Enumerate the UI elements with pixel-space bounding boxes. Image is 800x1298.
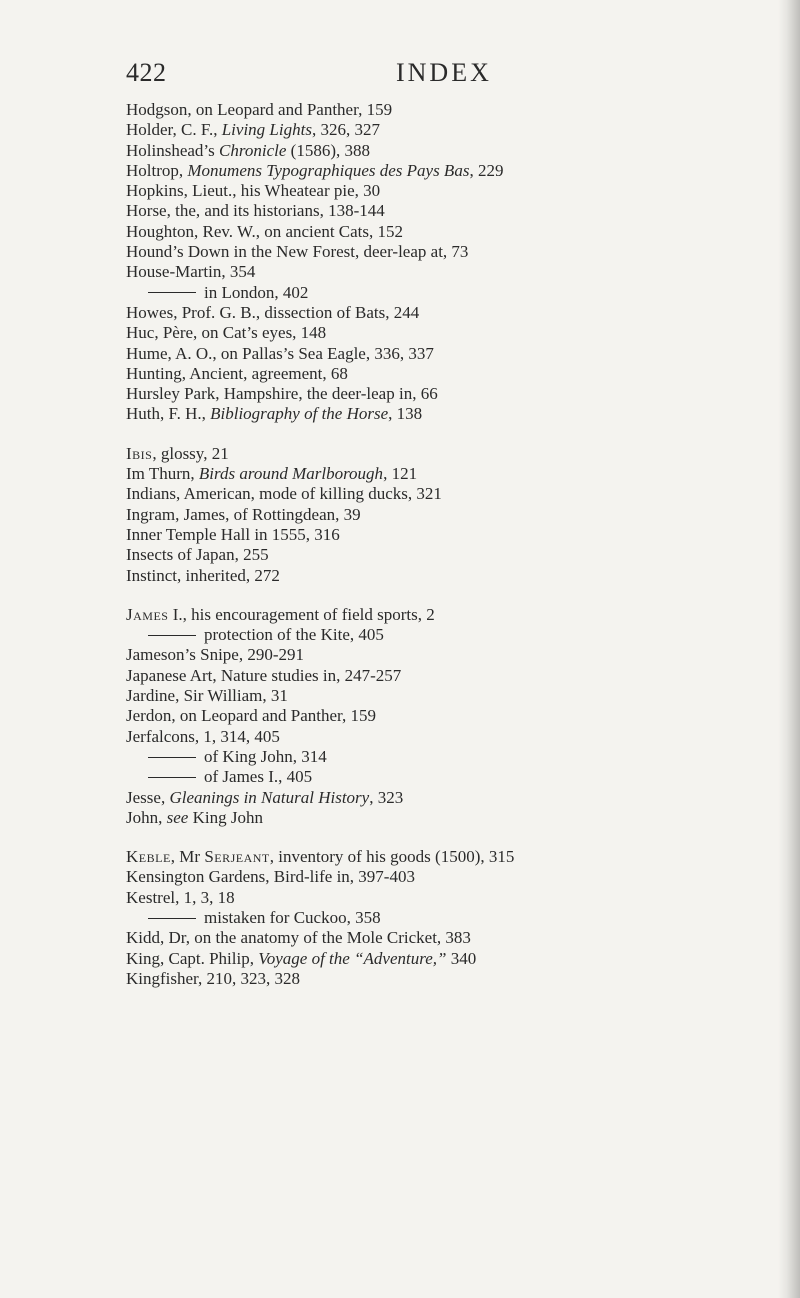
index-entry: [126, 505, 786, 525]
entry-text: King, Capt. Philip,: [126, 948, 259, 968]
index-entry: [126, 645, 786, 665]
index-entry: [126, 928, 786, 948]
index-entry: [126, 181, 786, 201]
entry-text: Hunting, Ancient, agreement, 68: [126, 363, 348, 383]
index-entry: [126, 605, 786, 625]
entry-text: Hodgson, on Leopard and Panther, 159: [126, 100, 393, 119]
entry-text: Houghton, Rev. W., on ancient Cats, 152: [126, 221, 404, 241]
index-entry: [126, 464, 786, 484]
entry-text: of King John, 314: [204, 746, 327, 766]
section-gap: [126, 425, 786, 444]
entry-text: Jerfalcons, 1, 314, 405: [126, 726, 280, 746]
entry-text: Hound’s Down in the New Forest, deer-leap at, 73: [126, 242, 469, 262]
entry-text: Jardine, Sir William, 31: [126, 686, 288, 706]
entry-text: mistaken for Cuckoo, 358: [204, 907, 381, 927]
entry-text: House-Martin, 354: [126, 262, 256, 282]
index-subentry: [126, 747, 786, 767]
index-entry: [126, 566, 786, 586]
entry-text: Japanese Art, Nature studies in, 247-257: [126, 665, 402, 685]
entry-text: Kidd, Dr, on the anatomy of the Mole Cricket, 383: [126, 928, 471, 948]
index-entry: [126, 120, 786, 140]
entry-text: , 326, 327: [311, 120, 380, 140]
entry-text: John,: [126, 807, 167, 827]
entry-text: Holder, C. F.,: [126, 120, 222, 140]
entry-text: Kensington Gardens, Bird-life in, 397-403: [126, 867, 415, 887]
index-subentry: [126, 908, 786, 928]
entry-text: Indians, American, mode of killing ducks, 321: [126, 484, 442, 504]
page-number: 422: [126, 58, 167, 87]
index-subentry: [126, 767, 786, 787]
entry-headword: Serjeant: [204, 847, 270, 867]
entry-text: Huth, F. H.,: [126, 404, 211, 424]
index-entry: [126, 788, 786, 808]
index-subentry: [126, 625, 786, 645]
index-entry: [126, 404, 786, 424]
index-subentry: [126, 283, 786, 303]
entry-text: Jerdon, on Leopard and Panther, 159: [126, 706, 377, 726]
index-entry: [126, 808, 786, 828]
entry-text: of James I., 405: [204, 767, 313, 787]
entry-headword: Keble: [126, 847, 171, 867]
entry-text: Insects of Japan, 255: [126, 545, 269, 565]
entry-text: Holinshead’s: [126, 140, 220, 160]
page-header: [126, 58, 666, 94]
entry-text: , 323: [369, 787, 404, 807]
entry-text: King John: [188, 807, 263, 827]
index-entry: [126, 969, 786, 989]
repeat-dash: [148, 292, 196, 293]
index-entry: [126, 222, 786, 242]
index-entry: [126, 384, 786, 404]
entry-text: Holtrop,: [126, 160, 188, 180]
index-entry: [126, 484, 786, 504]
entry-title-italic: Voyage of the “Adventure,”: [258, 948, 447, 968]
entry-text: , inventory of his goods (1500), 315: [269, 847, 515, 867]
entry-text: Im Thurn,: [126, 464, 199, 484]
index-entry: [126, 303, 786, 323]
entry-text: 340: [446, 948, 477, 968]
section-gap: [126, 828, 786, 847]
entry-text: (1586), 388: [286, 140, 370, 160]
entry-text: Horse, the, and its historians, 138-144: [126, 201, 385, 221]
index-entry: [126, 201, 786, 221]
repeat-dash: [148, 918, 196, 919]
index-entry: [126, 706, 786, 726]
index-section-j: [126, 605, 786, 828]
entry-text: I., his encouragement of field sports, 2: [168, 604, 435, 624]
index-entry: [126, 949, 786, 969]
entry-title-italic: Birds around Marlborough: [198, 464, 384, 484]
entry-text: Kingfisher, 210, 323, 328: [126, 968, 301, 988]
entry-text: Jameson’s Snipe, 290-291: [126, 645, 305, 665]
index-entry: [126, 686, 786, 706]
entry-title-italic: Monumens Typographiques des Pays Bas: [187, 160, 470, 180]
entry-text: Huc, Père, on Cat’s eyes, 148: [126, 323, 327, 343]
entry-headword: James: [126, 604, 169, 624]
entry-text: Hume, A. O., on Pallas’s Sea Eagle, 336, 337: [126, 343, 434, 363]
entry-text: Instinct, inherited, 272: [126, 565, 280, 585]
index-entry: [126, 727, 786, 747]
index-entry: [126, 444, 786, 464]
entry-text: , glossy, 21: [152, 443, 229, 463]
entry-headword: Ibis: [126, 443, 153, 463]
entry-title-italic: Gleanings in Natural History: [169, 787, 370, 807]
index-entry: [126, 100, 786, 120]
entry-title-italic: Living Lights: [221, 120, 312, 140]
entry-text: , 229: [469, 160, 504, 180]
index-entry: [126, 364, 786, 384]
repeat-dash: [148, 757, 196, 758]
index-entry: [126, 525, 786, 545]
entry-title-italic: Bibliography of the Horse: [210, 404, 389, 424]
index-entry: [126, 344, 786, 364]
index-entry: [126, 242, 786, 262]
repeat-dash: [148, 777, 196, 778]
entry-text: Hursley Park, Hampshire, the deer-leap in, 66: [126, 384, 438, 404]
index-entry: [126, 867, 786, 887]
entry-text: , 121: [383, 464, 418, 484]
entry-text: , Mr: [170, 847, 205, 867]
index-section-h: [126, 100, 786, 425]
index-entry: [126, 545, 786, 565]
section-gap: [126, 586, 786, 605]
entry-text: , 138: [388, 404, 423, 424]
entry-text: protection of the Kite, 405: [204, 625, 384, 645]
index-section-i: [126, 444, 786, 586]
entry-title-italic: Chronicle: [219, 140, 287, 160]
entry-text: Howes, Prof. G. B., dissection of Bats, 244: [126, 302, 420, 322]
repeat-dash: [148, 635, 196, 636]
entry-text: Hopkins, Lieut., his Wheatear pie, 30: [126, 181, 381, 201]
entry-text: Inner Temple Hall in 1555, 316: [126, 524, 340, 544]
running-title: INDEX: [396, 58, 492, 87]
index-entry: [126, 888, 786, 908]
index-entry: [126, 141, 786, 161]
index-section-k: [126, 847, 786, 989]
index-entry: [126, 323, 786, 343]
binding-shadow: [778, 0, 800, 1298]
entry-text: in London, 402: [204, 282, 309, 302]
entry-text: Ingram, James, of Rottingdean, 39: [126, 504, 361, 524]
index-entry: [126, 262, 786, 282]
index-entry: [126, 847, 786, 867]
index-entry: [126, 161, 786, 181]
entry-text: Jesse,: [126, 787, 170, 807]
index-entries: [126, 100, 786, 989]
entry-text: Kestrel, 1, 3, 18: [126, 887, 235, 907]
entry-title-italic: see: [166, 807, 189, 827]
index-entry: [126, 666, 786, 686]
